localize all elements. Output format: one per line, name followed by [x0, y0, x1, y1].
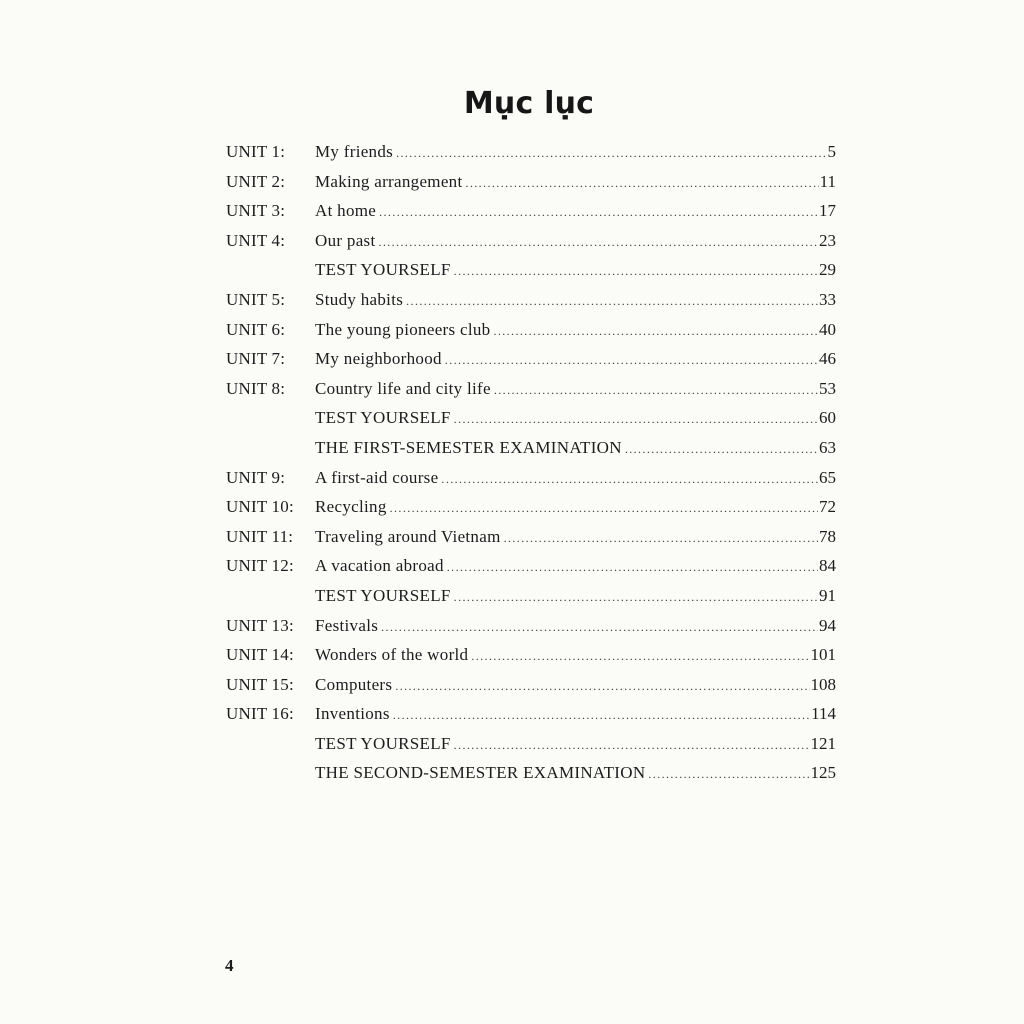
toc-entry — [226, 581, 836, 611]
entry-line — [315, 551, 836, 583]
entry-line — [315, 463, 836, 495]
entry-page: 29 — [819, 260, 836, 280]
dot-leader — [395, 672, 809, 702]
dot-leader — [396, 139, 826, 169]
toc-entry — [226, 344, 836, 374]
entry-title: TEST YOURSELF — [315, 585, 451, 605]
entry-title: Our past — [315, 230, 376, 250]
entry-page: 33 — [819, 289, 836, 309]
entry-line — [315, 344, 836, 376]
dot-leader — [447, 553, 818, 583]
entry-page: 46 — [819, 349, 836, 369]
entry-title: Traveling around Vietnam — [315, 526, 501, 546]
entry-line — [315, 729, 836, 761]
entry-line — [315, 492, 836, 524]
toc-entry — [226, 640, 836, 670]
entry-page: 5 — [827, 142, 836, 161]
dot-leader — [390, 494, 818, 524]
entry-title: Making arrangement — [315, 171, 463, 191]
entry-page: 125 — [810, 763, 836, 783]
unit-label: UNIT 8: — [226, 378, 286, 398]
entry-page: 121 — [810, 733, 836, 753]
toc-entry — [226, 463, 836, 493]
entry-page: 23 — [819, 230, 836, 250]
dot-leader — [378, 228, 818, 258]
entry-title: My friends — [315, 142, 394, 161]
toc-entry — [226, 226, 836, 256]
dot-leader — [406, 287, 818, 317]
entry-page: 11 — [819, 171, 836, 191]
toc-entry — [226, 758, 836, 788]
toc-entry — [226, 285, 836, 315]
unit-label: UNIT 1: — [226, 142, 286, 161]
unit-label: UNIT 12: — [226, 556, 294, 576]
dot-leader — [379, 198, 818, 228]
toc-entry — [226, 433, 836, 463]
dot-leader — [648, 760, 809, 790]
toc-entry — [226, 255, 836, 285]
toc-entry — [226, 374, 836, 404]
toc-entry — [226, 729, 836, 759]
unit-label: UNIT 6: — [226, 319, 286, 339]
entry-line — [315, 522, 836, 554]
unit-label: UNIT 5: — [226, 289, 286, 309]
entry-page: 78 — [819, 526, 836, 546]
dot-leader — [445, 346, 818, 376]
entry-title: A first-aid course — [315, 467, 439, 487]
entry-title: TEST YOURSELF — [315, 260, 451, 280]
entry-title: Festivals — [315, 615, 379, 635]
entry-line — [315, 226, 836, 258]
entry-page: 65 — [819, 467, 836, 487]
page-title: Mục lục — [463, 86, 595, 122]
unit-label: UNIT 2: — [226, 171, 286, 191]
entry-title: Recycling — [315, 497, 387, 517]
entry-page: 40 — [819, 319, 836, 339]
toc-entry — [226, 611, 836, 641]
entry-line — [315, 758, 836, 790]
entry-line — [315, 374, 836, 406]
dot-leader — [454, 583, 818, 613]
entry-line — [315, 611, 836, 643]
dot-leader — [465, 169, 818, 199]
dot-leader — [454, 405, 818, 435]
entry-line — [315, 285, 836, 317]
entry-line — [315, 670, 836, 702]
dot-leader — [625, 435, 818, 465]
dot-leader — [393, 701, 810, 731]
entry-page: 60 — [819, 408, 836, 428]
entry-page: 63 — [819, 437, 836, 457]
unit-label: UNIT 16: — [226, 704, 294, 724]
unit-label: UNIT 10: — [226, 497, 294, 517]
unit-label: UNIT 13: — [226, 615, 294, 635]
unit-label: UNIT 4: — [226, 230, 286, 250]
dot-leader — [471, 642, 809, 672]
entry-line — [315, 433, 836, 465]
unit-label: UNIT 11: — [226, 526, 294, 546]
entry-title: Inventions — [315, 704, 390, 724]
toc-entry — [226, 551, 836, 581]
entry-title: The young pioneers club — [315, 319, 491, 339]
toc-entry — [226, 670, 836, 700]
unit-label: UNIT 9: — [226, 467, 286, 487]
page-number: 4 — [225, 956, 234, 975]
entry-title: Country life and city life — [315, 378, 491, 398]
entry-title: THE FIRST-SEMESTER EXAMINATION — [315, 437, 622, 457]
entry-line — [315, 137, 836, 169]
entry-title: TEST YOURSELF — [315, 408, 451, 428]
entry-line — [315, 255, 836, 287]
table-of-contents — [226, 137, 836, 788]
unit-label: UNIT 15: — [226, 674, 294, 694]
dot-leader — [381, 613, 818, 643]
dot-leader — [441, 465, 818, 495]
entry-title: Study habits — [315, 289, 404, 309]
unit-label: UNIT 7: — [226, 349, 286, 369]
unit-label: UNIT 14: — [226, 645, 294, 665]
entry-title: Computers — [315, 674, 393, 694]
dot-leader — [504, 524, 818, 554]
entry-title: Wonders of the world — [315, 645, 469, 665]
unit-label: UNIT 3: — [226, 201, 286, 221]
entry-line — [315, 403, 836, 435]
entry-line — [315, 581, 836, 613]
entry-line — [315, 699, 836, 731]
entry-page: 108 — [810, 674, 836, 694]
toc-entry — [226, 196, 836, 226]
entry-title: THE SECOND-SEMESTER EXAMINATION — [315, 763, 646, 783]
dot-leader — [493, 317, 818, 347]
entry-title: TEST YOURSELF — [315, 733, 451, 753]
toc-entry — [226, 315, 836, 345]
dot-leader — [494, 376, 818, 406]
toc-entry — [226, 403, 836, 433]
entry-line — [315, 640, 836, 672]
entry-page: 84 — [819, 556, 836, 576]
entry-line — [315, 167, 836, 199]
entry-line — [315, 196, 836, 228]
entry-page: 101 — [810, 645, 836, 665]
toc-entry — [226, 492, 836, 522]
entry-page: 72 — [819, 497, 836, 517]
entry-title: A vacation abroad — [315, 556, 444, 576]
toc-entry — [226, 137, 836, 167]
toc-entry — [226, 522, 836, 552]
entry-line — [315, 315, 836, 347]
entry-title: At home — [315, 201, 377, 221]
dot-leader — [454, 731, 810, 761]
entry-page: 114 — [811, 704, 836, 724]
entry-page: 91 — [819, 585, 836, 605]
entry-page: 53 — [819, 378, 836, 398]
entry-page: 17 — [819, 201, 836, 221]
toc-entry — [226, 699, 836, 729]
entry-page: 94 — [819, 615, 836, 635]
toc-entry — [226, 167, 836, 197]
entry-title: My neighborhood — [315, 349, 442, 369]
dot-leader — [454, 257, 818, 287]
